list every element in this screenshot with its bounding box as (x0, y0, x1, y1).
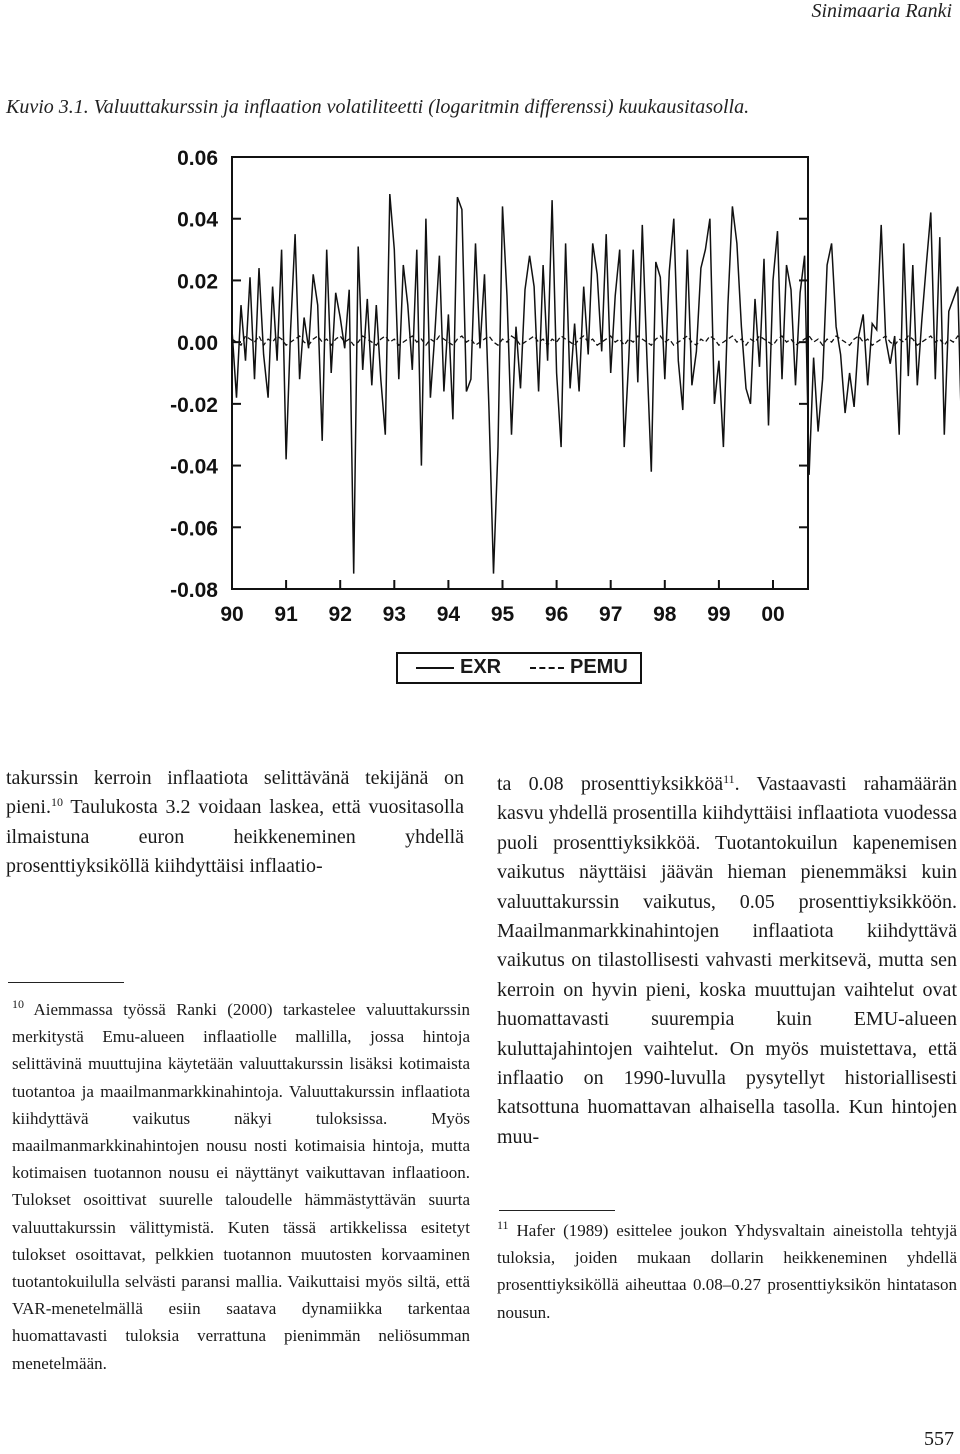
left-body-text-b: Taulukosta 3.2 voidaan laskea, että vuositasolla ilmaistuna euron heikkeneminen yhdellä prosenttiyksiköllä kiihdyttäisi inflaatio- (6, 796, 464, 878)
y-tick-label: 0.06 (177, 147, 218, 170)
footnote-11 (497, 1217, 957, 1326)
y-tick-label: -0.08 (170, 579, 218, 602)
series-line-pemu (232, 336, 960, 345)
x-tick-label: 94 (436, 603, 461, 626)
right-column (497, 770, 958, 1322)
chart-legend (396, 652, 642, 684)
line-chart (150, 140, 820, 700)
x-tick-label: 90 (220, 603, 244, 626)
left-column (6, 764, 470, 1373)
footnote-rule-left (8, 982, 124, 983)
right-body-text-a: ta 0.08 prosenttiyksikköä (497, 773, 724, 795)
running-head-author: Sinimaaria Ranki (811, 0, 952, 22)
legend-label-exr: EXR (460, 656, 502, 678)
x-tick-label: 00 (761, 603, 785, 626)
x-tick-label: 97 (599, 603, 623, 626)
series-line-exr (232, 194, 960, 574)
footnote-ref-11: 11 (723, 772, 735, 786)
legend-label-pemu: PEMU (570, 656, 628, 678)
y-tick-label: 0.04 (177, 208, 218, 232)
footnote-rule-right (499, 1210, 615, 1211)
x-tick-label: 96 (544, 603, 569, 626)
x-tick-label: 99 (707, 603, 731, 626)
footnote-10 (12, 996, 470, 1377)
x-tick-label: 93 (382, 603, 406, 626)
y-tick-label: 0.02 (177, 270, 218, 294)
footnote-ref-10: 10 (51, 795, 63, 810)
left-body-paragraph (6, 764, 464, 882)
legend-swatch-exr (416, 667, 454, 669)
x-tick-label: 92 (328, 603, 352, 626)
page-number: 557 (924, 1428, 954, 1450)
y-tick-label: -0.02 (170, 393, 218, 417)
footnote-text-11: Hafer (1989) esittelee joukon Yhdysvaltain aineistolla tehtyjä tuloksia, joiden mukaan dollarin heikkeneminen yhdellä prosenttiyksiköllä aiheuttaa 0.08–0.27 prosenttiyksikön hintatason nousun. (497, 1221, 957, 1322)
y-tick-label: 0.00 (177, 332, 218, 356)
footnote-number-10: 10 (12, 997, 24, 1011)
x-tick-label: 98 (653, 603, 677, 626)
left-body-text-a: takurssin kerroin inflaatiota selittävänä tekijänä on pieni. (6, 767, 464, 819)
footnote-number-11: 11 (497, 1218, 509, 1232)
right-body-text-b: . Vastaavasti rahamäärän kasvu yhdellä prosentilla kiihdyttäisi inflaatiota vuodessa puoli prosenttiyksikköä. Tuotantokuilun kapenemisen vaikutus näyttäisi jäävän hieman pienemmäksi kuin valuuttakurssin vaikutus, 0.05 prosenttiyksikköön. Maailmanmarkkinahintojen inflaatiota kiihdyttävä vaikutus on tilastollisesti vahvasti merkitsevä, mutta sen kerroin on hyvin pieni, koska muuttujan vaihtelut ovat huomattavasti suurempia kuin EMU-alueen kuluttajahintojen vaihtelut. On myös muistettava, että inflaatio on 1990-luvulla pysytellyt historiallisesti katsottuna huomattavan alhaisella tasolla. Kun hintojen muu- (497, 773, 958, 1148)
x-tick-label: 95 (490, 603, 515, 626)
y-tick-label: -0.04 (170, 455, 218, 479)
legend-swatch-pemu (530, 667, 564, 669)
right-body-paragraph (497, 770, 957, 1152)
chart-figure (150, 140, 820, 700)
figure-caption: Kuvio 3.1. Valuuttakurssin ja inflaation volatiliteetti (logaritmin differenssi) kuukausitasolla. (6, 96, 750, 118)
footnote-text-10: Aiemmassa työssä Ranki (2000) tarkastelee valuuttakurssin merkitystä Emu-alueen inflaatiolle mallilla, jossa hintoja selittävinä muuttujina käytetään valuuttakurssin lisäksi kotimaista tuotantoa ja maailmanmarkkinahintoja. Valuuttakurssin inflaatiota kiihdyttävä vaikutus näkyi tuloksissa. Myös maailmanmarkkinahintojen nousu nosti kotimaisia hintoja, mutta kotimaisen tuotannon nousu ei näyttänyt vaikuttavan inflaatioon. Tulokset osoittivat suurelle taloudelle hämmästyttävän suurta valuuttakurssin välittymistä. Kuten tässä artikkelissa esitetyt tulokset osoittavat, pelkkien tuotannon muutosten korvaaminen tuotantokuilulla selvästi paransi mallia. Vaikuttaisi myös siltä, että VAR-menetelmällä esiin saatava dynamiikka tarkentaa huomattavasti tuloksia verrattuna pienimmän neliösumman menetelmään. (12, 1000, 470, 1373)
y-tick-label: -0.06 (170, 517, 218, 541)
x-tick-label: 91 (274, 603, 298, 626)
